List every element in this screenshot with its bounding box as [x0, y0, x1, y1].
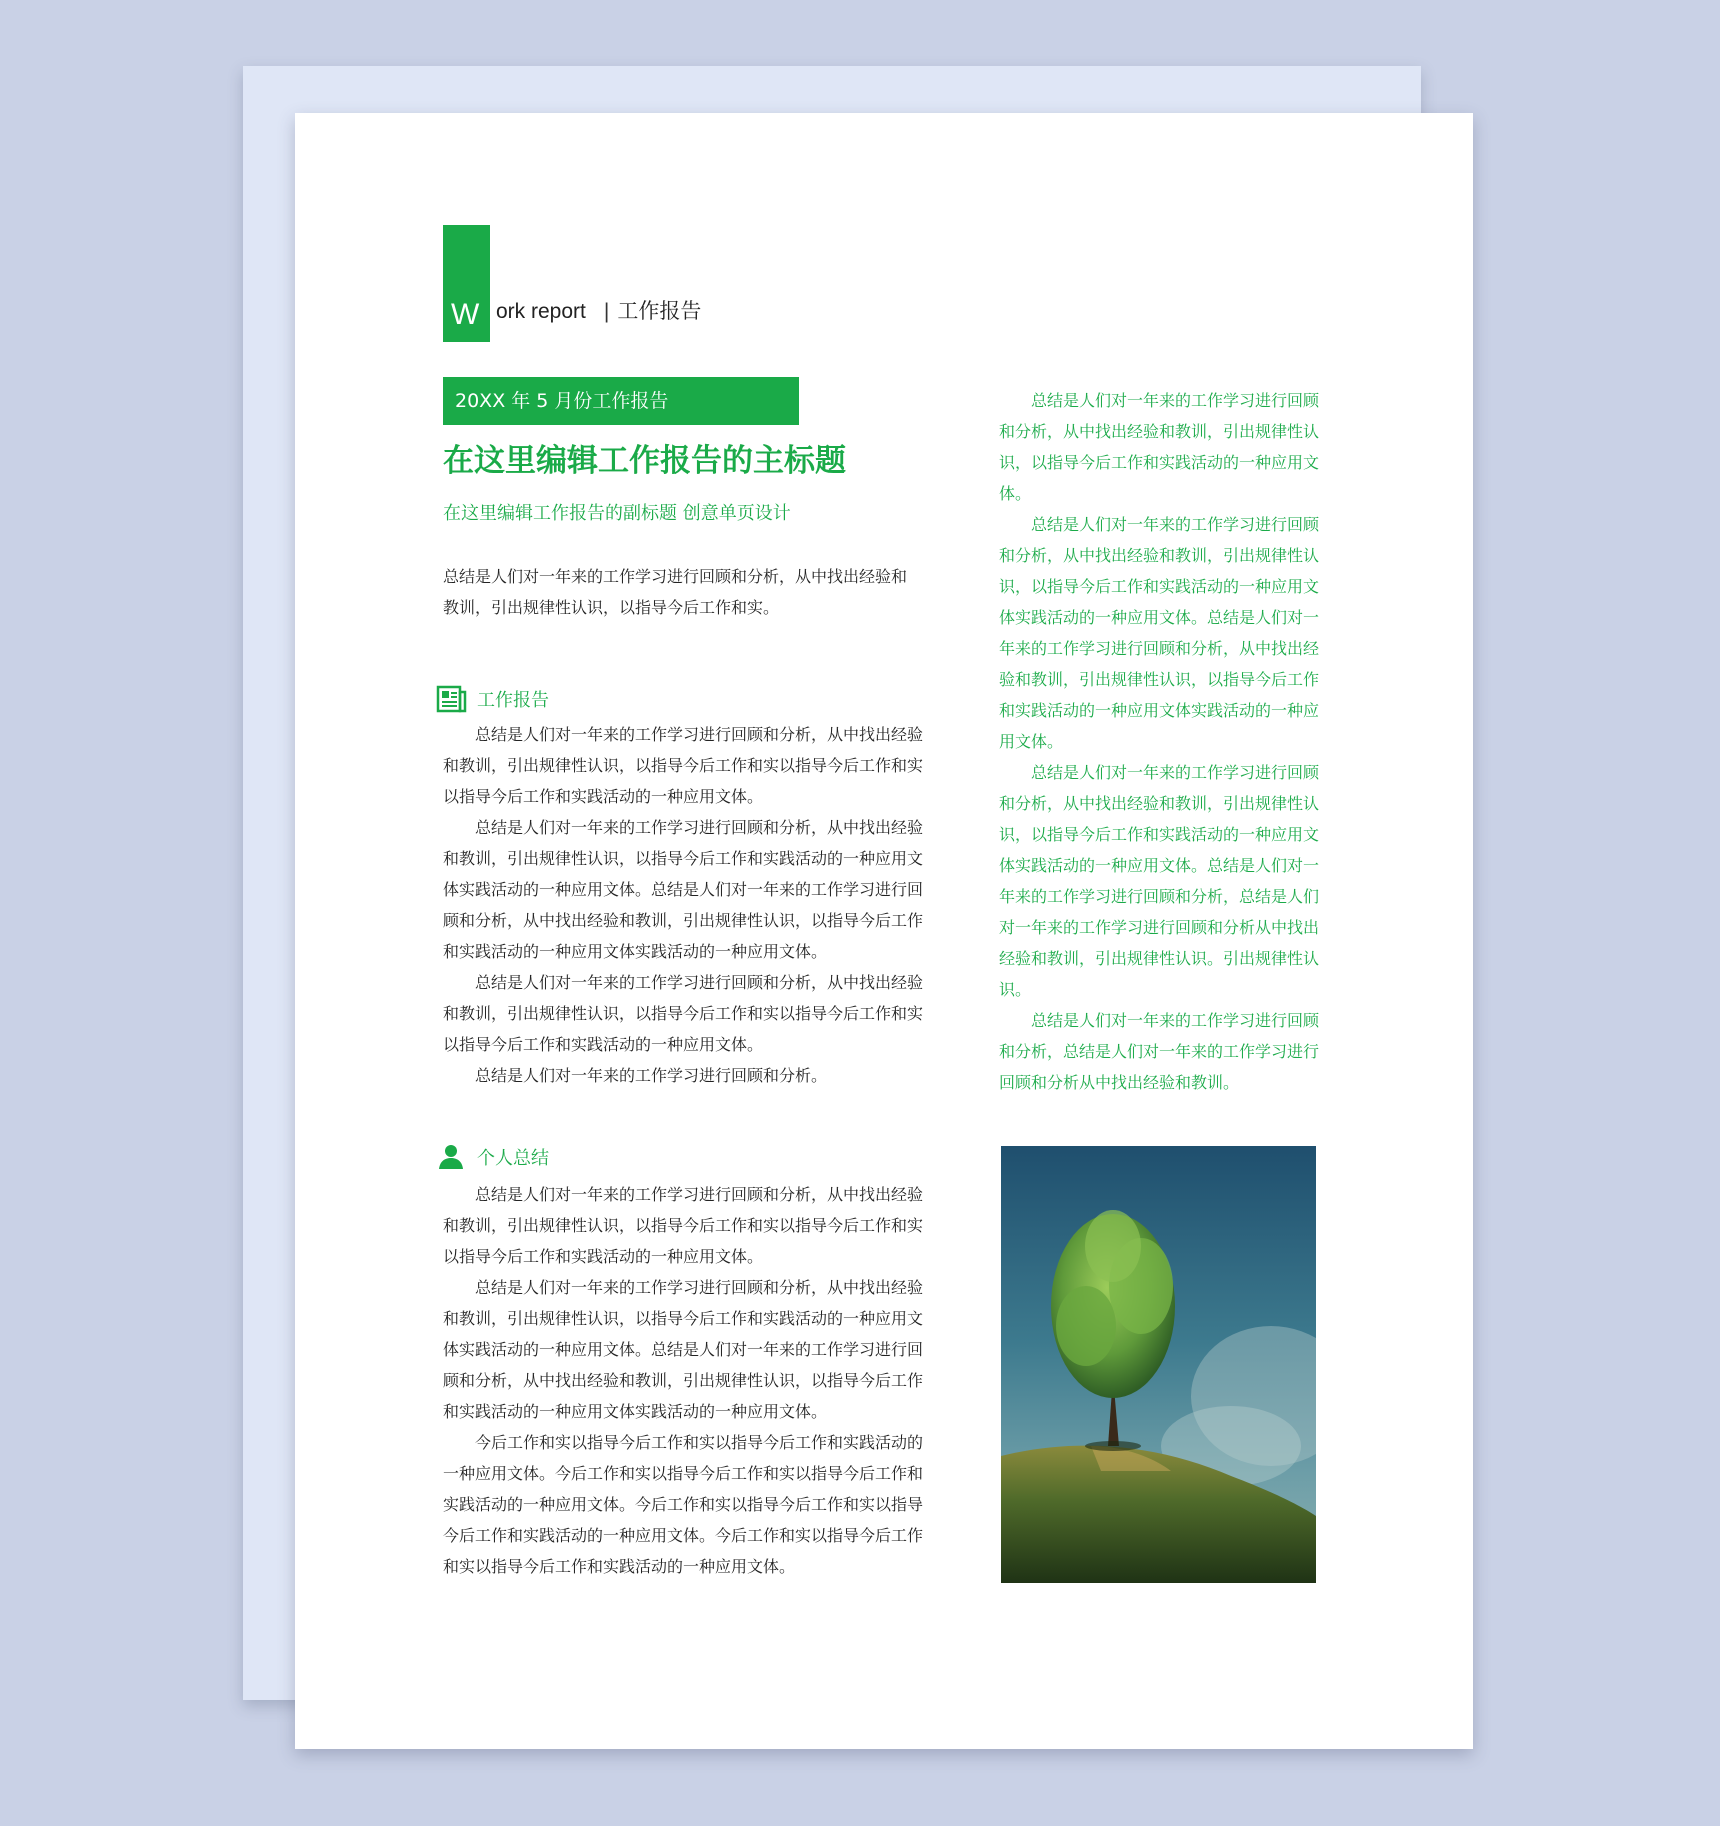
right-column-text — [999, 385, 1319, 1098]
paragraph: 总结是人们对一年来的工作学习进行回顾和分析，从中找出经验和教训，引出规律性认识，以指导今后工作和实践活动的一种应用文体实践活动的一种应用文体。总结是人们对一年来的工作学习进行回顾和分析，从中找出经验和教训，引出规律性认识，以指导今后工作和实践活动的一种应用文体实践活动的一种应用文体。 — [999, 515, 1320, 751]
document-page — [295, 113, 1473, 1749]
section-label: 工作报告 — [477, 690, 549, 711]
paragraph: 总结是人们对一年来的工作学习进行回顾和分析，从中找出经验和教训，引出规律性认识，以指导今后工作和实践活动的一种应用文体实践活动的一种应用文体。总结是人们对一年来的工作学习进行回顾和分析，总结是人们对一年来的工作学习进行回顾和分析从中找出经验和教训，引出规律性认识。引出规律性认识。 — [999, 763, 1320, 999]
paragraph: 总结是人们对一年来的工作学习进行回顾和分析，从中找出经验和教训，引出规律性认识，以指导今后工作和实以指导今后工作和实以指导今后工作和实践活动的一种应用文体。 — [443, 1185, 924, 1266]
logo-block — [443, 225, 490, 342]
section-body-personal-summary — [443, 1179, 935, 1582]
paragraph: 总结是人们对一年来的工作学习进行回顾和分析，从中找出经验和教训，引出规律性认识，以指导今后工作和实践活动的一种应用文体实践活动的一种应用文体。总结是人们对一年来的工作学习进行回顾和分析，从中找出经验和教训，引出规律性认识，以指导今后工作和实践活动的一种应用文体实践活动的一种应用文体。 — [443, 1278, 924, 1421]
header-title — [496, 301, 701, 322]
paragraph: 总结是人们对一年来的工作学习进行回顾和分析，总结是人们对一年来的工作学习进行回顾和分析从中找出经验和教训。 — [999, 1011, 1320, 1092]
section-head-personal-summary — [435, 1141, 549, 1173]
section-head-work-report — [435, 683, 549, 715]
paragraph: 总结是人们对一年来的工作学习进行回顾和分析，从中找出经验和教训，引出规律性认识，以指导今后工作和实以指导今后工作和实以指导今后工作和实践活动的一种应用文体。 — [443, 725, 924, 806]
tree-photo — [1001, 1146, 1316, 1583]
header-separator: | — [603, 300, 610, 323]
newspaper-icon — [435, 683, 467, 715]
sub-title: 在这里编辑工作报告的副标题 创意单页设计 — [443, 503, 791, 524]
date-bar: 20XX 年 5 月份工作报告 — [443, 377, 799, 425]
main-title: 在这里编辑工作报告的主标题 — [443, 443, 846, 479]
section-label: 个人总结 — [477, 1148, 549, 1169]
logo-rest-text: ork report — [496, 300, 586, 323]
paragraph: 总结是人们对一年来的工作学习进行回顾和分析，从中找出经验和教训，引出规律性认识，以指导今后工作和实践活动的一种应用文体实践活动的一种应用文体。总结是人们对一年来的工作学习进行回顾和分析，从中找出经验和教训，引出规律性认识，以指导今后工作和实践活动的一种应用文体实践活动的一种应用文体。 — [443, 818, 924, 961]
logo-letter: W — [451, 298, 480, 331]
person-icon — [435, 1141, 467, 1173]
paragraph: 今后工作和实以指导今后工作和实以指导今后工作和实践活动的一种应用文体。今后工作和实以指导今后工作和实以指导今后工作和实践活动的一种应用文体。今后工作和实以指导今后工作和实以指导今后工作和实践活动的一种应用文体。今后工作和实以指导今后工作和实以指导今后工作和实践活动的一种应用文体。 — [443, 1433, 924, 1576]
paragraph: 总结是人们对一年来的工作学习进行回顾和分析，从中找出经验和教训，引出规律性认识，以指导今后工作和实践活动的一种应用文体。 — [999, 391, 1320, 503]
paragraph: 总结是人们对一年来的工作学习进行回顾和分析，从中找出经验和教训，引出规律性认识，以指导今后工作和实以指导今后工作和实以指导今后工作和实践活动的一种应用文体。 — [443, 973, 924, 1054]
paragraph: 总结是人们对一年来的工作学习进行回顾和分析。 — [475, 1066, 828, 1085]
section-body-work-report — [443, 719, 935, 1091]
header-title-cn: 工作报告 — [617, 300, 702, 323]
intro-paragraph: 总结是人们对一年来的工作学习进行回顾和分析，从中找出经验和教训，引出规律性认识，以指导今后工作和实。 — [443, 567, 908, 617]
